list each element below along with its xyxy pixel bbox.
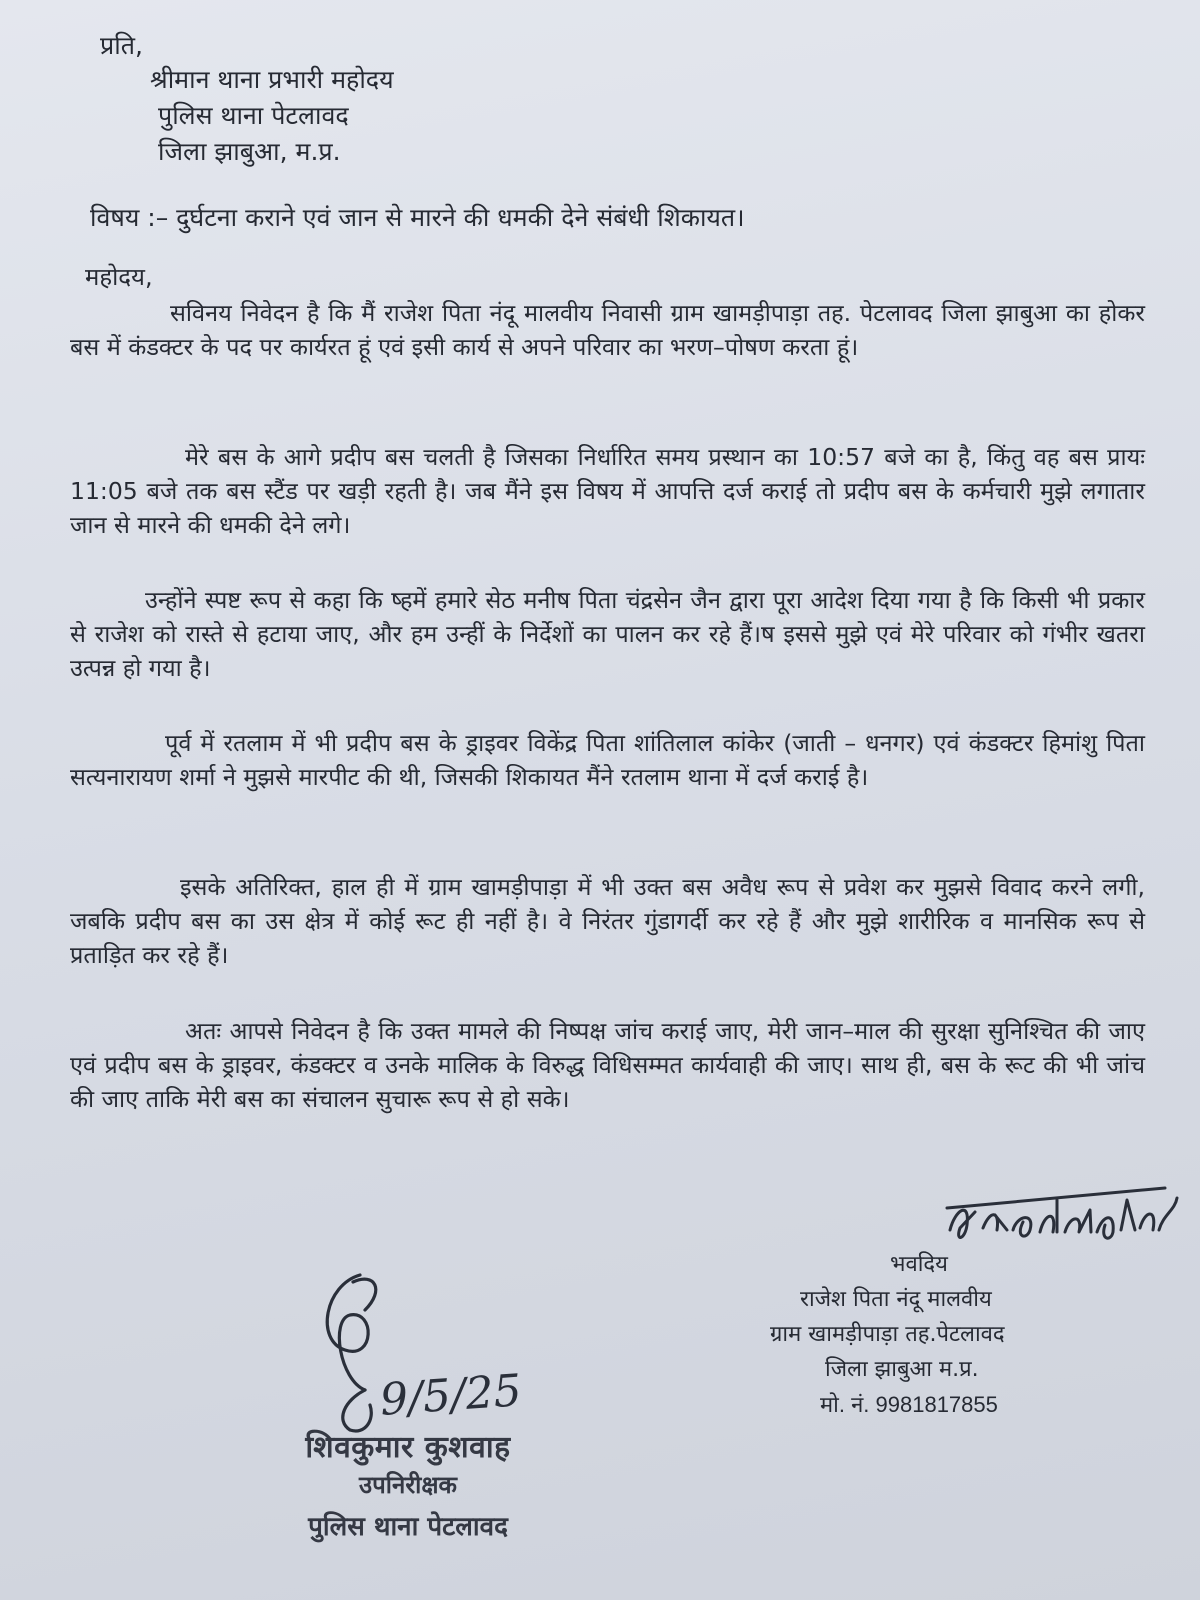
salutation: महोदय, bbox=[85, 263, 153, 291]
stamp-officer-rank: उपनिरीक्षक bbox=[359, 1471, 457, 1499]
stamp-police-station: पुलिस थाना पेटलावद bbox=[308, 1512, 508, 1542]
officer-stamp bbox=[268, 1425, 548, 1543]
paragraph-3: उन्होंने स्पष्ट रूप से कहा कि ष्हमें हमारे सेठ मनीष पिता चंद्रसेन जैन द्वारा पूरा आदेश दिया गया है कि किसी भी प्रकार से राजेश को रास्ते से हटाया जाए, और हम उन्हीं के निर्देशों का पालन कर रहे हैं।ष इससे मुझे एवं मेरे परिवार को गंभीर खतरा उत्पन्न हो गया है। bbox=[70, 586, 1145, 682]
recipient-line-3: जिला झाबुआ, म.प्र. bbox=[158, 137, 341, 166]
stamp-officer-name: शिवकुमार कुशवाह bbox=[305, 1430, 511, 1465]
paragraph-2: मेरे बस के आगे प्रदीप बस चलती है जिसका निर्धारित समय प्रस्थान का 10:57 बजे का है, किंतु वह बस प्रायः 11:05 बजे तक बस स्टैंड पर खड़ी रहती है। जब मैंने इस विषय में आपत्ति दर्ज कराई तो प्रदीप बस के कर्मचारी मुझे लगातार जान से मारने की धमकी देने लगे। bbox=[70, 443, 1145, 539]
closing-block bbox=[770, 1247, 1005, 1422]
paragraph-4: पूर्व में रतलाम में भी प्रदीप बस के ड्राइवर विकेंद्र पिता शांतिलाल कांकेर (जाती – धनगर) एवं कंडक्टर हिमांशु पिता सत्यनारायण शर्मा ने मुझसे मारपीट की थी, जिसकी शिकायत मैंने रतलाम थाना में दर्ज कराई है। bbox=[70, 729, 1145, 791]
paragraph-6: अतः आपसे निवेदन है कि उक्त मामले की निष्पक्ष जांच कराई जाए, मेरी जान–माल की सुरक्षा सुनिश्चित की जाए एवं प्रदीप बस के ड्राइवर, कंडक्टर व उनके मालिक के विरुद्ध विधिसम्मत कार्यवाही की जाए। साथ ही, बस के रूट की भी जांच की जाए ताकि मेरी बस का संचालन सुचारू रूप से हो सके। bbox=[70, 1017, 1145, 1113]
complainant-mobile: मो. नं. 9981817855 bbox=[820, 1392, 998, 1417]
complainant-district: जिला झाबुआ म.प्र. bbox=[825, 1357, 979, 1382]
handwritten-date: 9/5/25 bbox=[378, 1365, 524, 1426]
paragraph-5: इसके अतिरिक्त, हाल ही में ग्राम खामड़ीपाड़ा में भी उक्त बस अवैध रूप से प्रवेश कर मुझसे विवाद करने लगी, जबकि प्रदीप बस का उस क्षेत्र में कोई रूट ही नहीं है। वे निरंतर गुंडागर्दी कर रहे हैं और मुझे शारीरिक व मानसिक रूप से प्रताड़ित कर रहे हैं। bbox=[70, 873, 1145, 969]
complainant-name: राजेश पिता नंदू मालवीय bbox=[800, 1287, 992, 1312]
to-line: प्रति, bbox=[100, 31, 143, 60]
recipient-line-1: श्रीमान थाना प्रभारी महोदय bbox=[150, 65, 394, 94]
subject-line: विषय :– दुर्घटना कराने एवं जान से मारने की धमकी देने संबंधी शिकायत। bbox=[90, 203, 745, 232]
paragraph-1: सविनय निवेदन है कि मैं राजेश पिता नंदू मालवीय निवासी ग्राम खामड़ीपाड़ा तह. पेटलावद जिला झाबुआ का होकर बस में कंडक्टर के पद पर कार्यरत हूं एवं इसी कार्य से अपने परिवार का भरण–पोषण करता हूं। bbox=[70, 299, 1145, 361]
closing-regards: भवदिय bbox=[890, 1252, 948, 1277]
recipient-line-2: पुलिस थाना पेटलावद bbox=[158, 101, 349, 130]
recipient-block bbox=[150, 62, 394, 170]
complainant-village: ग्राम खामड़ीपाड़ा तह.पेटलावद bbox=[770, 1322, 1005, 1347]
